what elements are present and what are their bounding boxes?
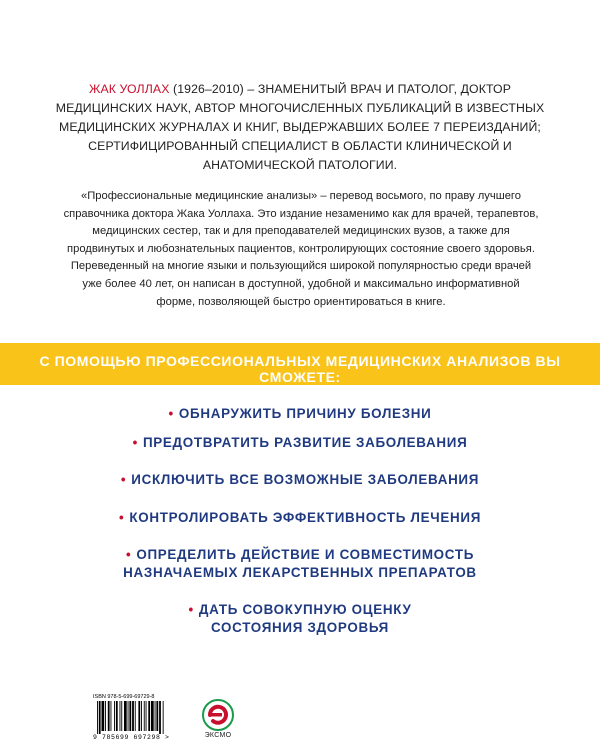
bullet-icon: • xyxy=(120,472,127,487)
barcode-number: 9 785699 697298 > xyxy=(93,734,170,741)
barcode-bars xyxy=(93,701,191,734)
barcode-bar xyxy=(111,701,112,731)
barcode-bar xyxy=(163,701,164,734)
barcode-bar xyxy=(156,701,158,731)
barcode-bar xyxy=(128,701,129,731)
publisher-name: ЭКСМО xyxy=(204,732,232,739)
bullet-icon: • xyxy=(125,547,132,562)
eksmo-logo-icon xyxy=(197,698,239,732)
bullet-icon: • xyxy=(132,435,138,450)
author-name: ЖАК УОЛЛАХ xyxy=(88,82,170,96)
benefit-item xyxy=(60,546,540,582)
barcode-bar xyxy=(108,701,110,731)
benefit-item xyxy=(60,434,540,452)
bullet-icon: • xyxy=(118,510,125,525)
barcode-bar xyxy=(97,701,98,734)
benefit-text: ДАТЬ СОВОКУПНУЮ ОЦЕНКУ СОСТОЯНИЯ ЗДОРОВЬЯ xyxy=(198,602,412,635)
benefit-text: ПРЕДОТВРАТИТЬ РАЗВИТИЕ ЗАБОЛЕВАНИЯ xyxy=(142,435,468,450)
isbn-label: ISBN 978-5-699-69729-8 xyxy=(93,694,155,700)
barcode-bar xyxy=(129,701,131,731)
barcode-bar xyxy=(151,701,154,731)
benefit-text: ОПРЕДЕЛИТЬ ДЕЙСТВИЕ И СОВМЕСТИМОСТЬ НАЗНАЧАЕМЫХ ЛЕКАРСТВЕННЫХ ПРЕПАРАТОВ xyxy=(123,547,477,580)
benefit-item xyxy=(60,601,540,637)
barcode-bar xyxy=(132,701,134,731)
benefit-text: ИСКЛЮЧИТЬ ВСЕ ВОЗМОЖНЫЕ ЗАБОЛЕВАНИЯ xyxy=(131,472,480,487)
banner-text: С ПОМОЩЬЮ ПРОФЕССИОНАЛЬНЫХ МЕДИЦИНСКИХ АНАЛИЗОВ ВЫ СМОЖЕТЕ: xyxy=(39,353,561,385)
book-description: «Профессиональные медицинские анализы» – перевод восьмого, по праву лучшего справочника доктора Жака Уоллаха. Это издание незаменимо как для врачей, терапевтов, медицинских сестер, так и для преподавателей медицинских вузов, а также для продвинутых и любознательных пациентов, контролирующих состояние своего здоровья. Переведенный на многие языки и пользующийся широкой популярностью среди врачей уже более 40 лет, он написан в доступной, удобной и максимально информативной форме, позволяющей быстро ориентироваться в книге. xyxy=(63,190,539,308)
benefit-text: ОБНАРУЖИТЬ ПРИЧИНУ БОЛЕЗНИ xyxy=(178,406,432,421)
barcode xyxy=(93,694,191,746)
barcode-bar xyxy=(135,701,136,731)
barcode-bar xyxy=(116,701,118,731)
benefit-item xyxy=(60,509,540,527)
benefit-item xyxy=(60,471,540,489)
barcode-bar xyxy=(159,701,161,734)
barcode-bar xyxy=(155,701,156,731)
barcode-bar xyxy=(102,701,105,731)
benefit-text: КОНТРОЛИРОВАТЬ ЭФФЕКТИВНОСТЬ ЛЕЧЕНИЯ xyxy=(129,510,482,525)
bullet-icon: • xyxy=(188,602,194,617)
barcode-bar xyxy=(114,701,115,731)
publisher-logo xyxy=(197,698,239,744)
barcode-bar xyxy=(120,701,121,731)
barcode-bar xyxy=(138,701,140,731)
benefit-item xyxy=(60,405,540,423)
barcode-bar xyxy=(121,701,122,731)
author-bio xyxy=(40,80,560,175)
barcode-bar xyxy=(148,701,150,731)
author-bio-text: (1926–2010) – ЗНАМЕНИТЫЙ ВРАЧ И ПАТОЛОГ, ДОКТОР МЕДИЦИНСКИХ НАУК, АВТОР МНОГОЧИСЛЕННЫХ ПУБЛИКАЦИЙ В ИЗВЕСТНЫХ МЕДИЦИНСКИХ ЖУРНАЛАХ И КНИГ, ВЫДЕРЖАВШИХ БОЛЕЕ 7 ПЕРЕИЗДАНИЙ; СЕРТИФИЦИРОВАННЫЙ СПЕЦИАЛИСТ В ОБЛАСТИ КЛИНИЧЕСКОЙ И АНАТОМИЧЕСКОЙ ПАТОЛОГИИ. xyxy=(55,82,545,172)
barcode-bar xyxy=(144,701,145,731)
barcode-bar xyxy=(124,701,127,731)
barcode-bar xyxy=(146,701,147,731)
barcode-bar xyxy=(105,701,106,731)
barcode-bar xyxy=(141,701,142,731)
barcode-bar xyxy=(99,701,101,734)
bullet-icon: • xyxy=(168,406,174,421)
